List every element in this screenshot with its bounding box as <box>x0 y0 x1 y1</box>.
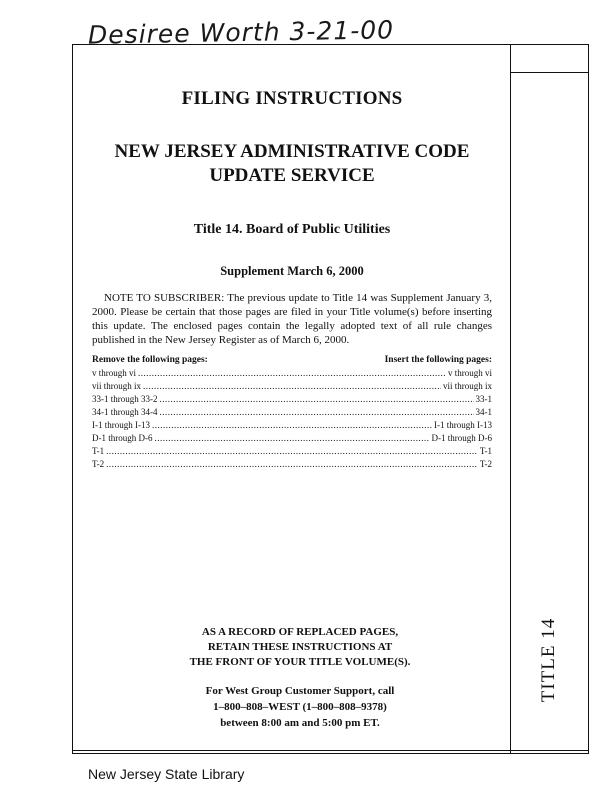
remove-pages: D-1 through D-6 <box>92 433 153 443</box>
table-row <box>92 419 492 432</box>
insert-pages: T-2 <box>479 459 492 469</box>
code-title <box>92 140 492 188</box>
insert-pages: 34-1 <box>475 407 492 417</box>
dot-leader <box>138 367 446 380</box>
side-tab-divider <box>510 44 511 754</box>
support-phone: 1–800–808–WEST (1–800–808–9378) <box>213 701 387 713</box>
customer-support <box>150 683 450 731</box>
remove-pages: 34-1 through 34-4 <box>92 407 158 417</box>
record-line-2: RETAIN THESE INSTRUCTIONS AT <box>207 641 393 653</box>
document-heading: FILING INSTRUCTIONS <box>181 88 403 109</box>
remove-column-header: Remove the following pages: <box>92 355 208 365</box>
record-line-1: AS A RECORD OF REPLACED PAGES, <box>201 626 399 638</box>
remove-pages: T-2 <box>92 459 105 469</box>
insert-pages: D-1 through D-6 <box>431 433 492 443</box>
support-hours: between 8:00 am and 5:00 pm ET. <box>220 717 380 729</box>
supplement-date: Supplement March 6, 2000 <box>220 264 364 278</box>
support-line-1: For West Group Customer Support, call <box>205 685 395 697</box>
remove-pages: I-1 through I-13 <box>92 420 150 430</box>
remove-pages: v through vi <box>92 368 136 378</box>
table-row <box>92 432 492 445</box>
insert-pages: T-1 <box>479 446 492 456</box>
remove-pages: T-1 <box>92 446 105 456</box>
insert-pages: v through vi <box>448 368 492 378</box>
record-line-3: THE FRONT OF YOUR TITLE VOLUME(S). <box>189 656 411 668</box>
insert-pages: vii through ix <box>443 381 492 391</box>
side-tab-top-rule <box>510 72 589 73</box>
dot-leader <box>143 380 441 393</box>
library-footer: New Jersey State Library <box>88 766 245 782</box>
document-body <box>92 88 492 471</box>
table-row <box>92 406 492 419</box>
side-tab-label: TITLE 14 <box>538 617 559 703</box>
dot-leader <box>160 393 474 406</box>
dot-leader <box>160 406 474 419</box>
pages-table <box>92 367 492 471</box>
table-row <box>92 393 492 406</box>
remove-pages: 33-1 through 33-2 <box>92 394 158 404</box>
dot-leader <box>155 432 430 445</box>
remove-pages: vii through ix <box>92 381 141 391</box>
table-row <box>92 458 492 471</box>
handwritten-signature-note: Desiree Worth 3-21-00 <box>87 15 395 50</box>
dot-leader <box>152 419 432 432</box>
dot-leader <box>106 458 478 471</box>
dot-leader <box>106 445 478 458</box>
record-instructions <box>150 625 450 670</box>
title-line: Title 14. Board of Public Utilities <box>193 222 391 237</box>
pages-table-header <box>92 355 492 365</box>
insert-pages: I-1 through I-13 <box>434 420 492 430</box>
table-row <box>92 445 492 458</box>
code-title-line1: NEW JERSEY ADMINISTRATIVE CODE <box>114 141 470 162</box>
frame-double-rule <box>72 750 589 751</box>
subscriber-note: NOTE TO SUBSCRIBER: The previous update to Title 14 was Supplement January 3, 2000. Please be certain that those pages are filed in your Title volume(s) before inserting this update. The enclosed pages contain the legally adopted text of all rule changes published in the New Jersey Register as of March 6, 2000. <box>92 292 492 346</box>
table-row <box>92 367 492 380</box>
table-row <box>92 380 492 393</box>
insert-pages: 33-1 <box>475 394 492 404</box>
insert-column-header: Insert the following pages: <box>384 355 492 365</box>
code-title-line2: UPDATE SERVICE <box>209 165 375 186</box>
